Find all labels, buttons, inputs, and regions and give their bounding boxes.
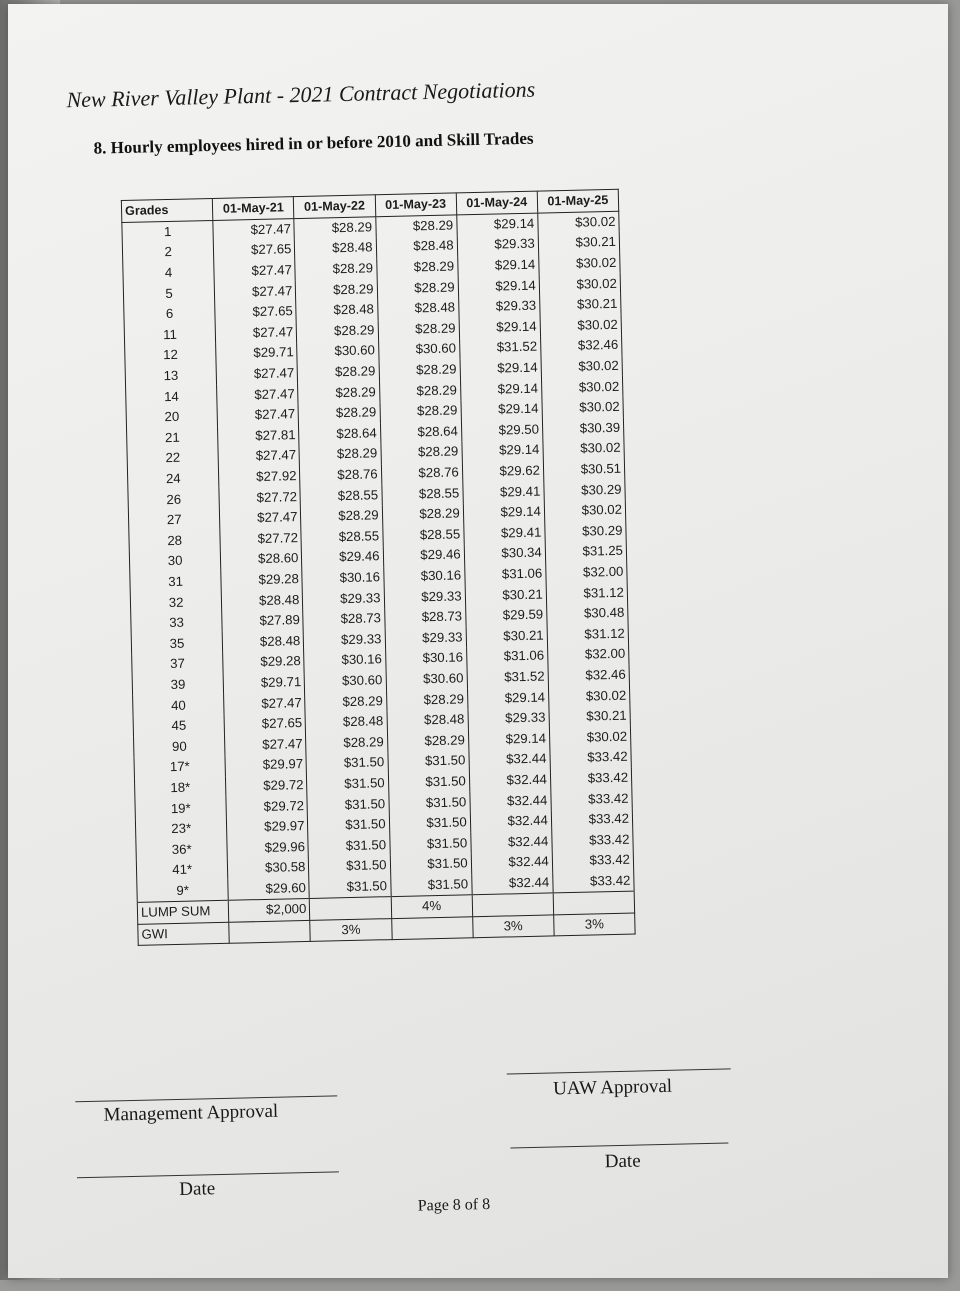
- document-title: New River Valley Plant - 2021 Contract Negotiations: [66, 76, 536, 113]
- wage-cell: $28.29: [305, 690, 387, 712]
- wage-cell: $29.46: [302, 546, 384, 568]
- wage-cell: $32.44: [470, 790, 552, 812]
- grade-cell: 14: [126, 385, 218, 408]
- wage-cell: $30.02: [543, 438, 625, 460]
- wage-cell: $33.42: [553, 870, 635, 893]
- wage-cell: $31.25: [545, 541, 627, 563]
- wage-cell: $29.72: [226, 795, 308, 817]
- wage-cell: $30.16: [304, 649, 386, 671]
- wage-cell: $32.00: [546, 561, 628, 583]
- wage-cell: $29.14: [457, 254, 539, 276]
- wage-cell: $31.50: [308, 835, 390, 857]
- wage-cell: $30.02: [538, 211, 620, 234]
- wage-cell: $31.50: [308, 814, 390, 836]
- grade-cell: 4: [123, 262, 215, 285]
- wage-cell: $27.47: [216, 363, 298, 385]
- wage-cell: $29.33: [458, 296, 540, 318]
- wage-cell: $29.28: [221, 569, 303, 591]
- value-cell: [310, 897, 392, 920]
- wage-cell: $29.33: [303, 587, 385, 609]
- wage-cell: $28.48: [377, 297, 459, 319]
- wage-cell: $30.16: [385, 647, 467, 669]
- grade-cell: 1: [122, 220, 214, 243]
- wage-cell: $30.21: [465, 584, 547, 606]
- wage-cell: $28.55: [382, 524, 464, 546]
- wage-cell: $28.76: [300, 464, 382, 486]
- wage-cell: $28.29: [306, 732, 388, 754]
- wage-cell: $30.60: [297, 340, 379, 362]
- grade-cell: 17*: [134, 756, 226, 779]
- wage-cell: $30.60: [378, 339, 460, 361]
- wage-cell: $29.33: [384, 586, 466, 608]
- wage-cell: $32.44: [471, 851, 553, 873]
- wage-cell: $31.50: [389, 812, 471, 834]
- page-number: Page 8 of 8: [417, 1195, 491, 1215]
- wage-cell: $29.41: [463, 481, 545, 503]
- wage-cell: $30.02: [544, 500, 626, 522]
- management-date-line: [77, 1171, 339, 1178]
- column-header: 01-May-22: [294, 195, 376, 218]
- wage-cell: $30.02: [539, 253, 621, 275]
- wage-cell: $29.28: [223, 651, 305, 673]
- grade-cell: 45: [133, 715, 225, 738]
- wage-cell: $29.96: [227, 836, 309, 858]
- wage-cell: $31.50: [390, 853, 472, 875]
- wage-cell: $29.14: [456, 213, 538, 236]
- wage-cell: $32.44: [469, 769, 551, 791]
- wage-cell: $29.33: [385, 627, 467, 649]
- wage-cell: $28.48: [222, 630, 304, 652]
- row-label-cell: GWI: [138, 922, 230, 946]
- wage-cell: $29.14: [467, 687, 549, 709]
- wage-cell: $28.73: [303, 608, 385, 630]
- wage-cell: $28.29: [297, 361, 379, 383]
- wage-cell: $29.97: [225, 754, 307, 776]
- wage-cell: $28.29: [387, 730, 469, 752]
- wage-cell: $27.89: [222, 610, 304, 632]
- wage-cell: $28.55: [300, 485, 382, 507]
- wage-cell: $28.29: [297, 320, 379, 342]
- wage-cell: $30.39: [542, 417, 624, 439]
- wage-cell: $29.14: [461, 398, 543, 420]
- wage-cell: $30.02: [542, 397, 624, 419]
- wage-cell: $31.50: [387, 750, 469, 772]
- wage-cell: $29.33: [468, 707, 550, 729]
- wage-cell: $31.50: [388, 792, 470, 814]
- wage-cell: $31.52: [467, 666, 549, 688]
- wage-cell: $31.06: [466, 646, 548, 668]
- wage-cell: $29.71: [223, 672, 305, 694]
- wage-cell: $28.48: [296, 299, 378, 321]
- wage-cell: $32.44: [470, 831, 552, 853]
- wage-cell: $27.81: [218, 425, 300, 447]
- wage-cell: $28.29: [375, 215, 457, 238]
- wage-cell: $27.72: [220, 528, 302, 550]
- grade-cell: 33: [131, 612, 223, 635]
- grade-cell: 9*: [137, 879, 229, 902]
- grade-cell: 27: [128, 509, 220, 532]
- grade-cell: 26: [128, 488, 220, 511]
- column-header: 01-May-21: [213, 197, 295, 220]
- wage-cell: $28.29: [379, 359, 461, 381]
- wage-cell: $29.59: [465, 604, 547, 626]
- wage-cell: $29.14: [459, 316, 541, 338]
- management-signature-line: [75, 1095, 337, 1102]
- wage-cell: $28.29: [301, 505, 383, 527]
- wage-cell: $32.44: [470, 810, 552, 832]
- column-header: 01-May-24: [456, 191, 538, 214]
- wage-cell: $30.21: [539, 294, 621, 316]
- wage-cell: $29.71: [216, 342, 298, 364]
- wage-cell: $33.42: [550, 767, 632, 789]
- wage-cell: $30.02: [540, 314, 622, 336]
- wage-cell: $27.47: [214, 260, 296, 282]
- value-cell: 3%: [553, 913, 635, 936]
- wage-cell: $30.58: [228, 857, 310, 879]
- wage-cell: $28.55: [381, 483, 463, 505]
- wage-cell: $33.42: [551, 808, 633, 830]
- wage-cell: $29.46: [383, 544, 465, 566]
- wage-cell: $27.47: [217, 404, 299, 426]
- wage-cell: $29.14: [458, 275, 540, 297]
- grade-cell: 19*: [135, 797, 227, 820]
- wage-cell: $30.02: [541, 355, 623, 377]
- wage-cell: $31.50: [306, 752, 388, 774]
- management-date-label: Date: [179, 1178, 216, 1200]
- grade-cell: 6: [124, 303, 216, 326]
- section-heading: 8. Hourly employees hired in or before 2010 and Skill Trades: [93, 128, 534, 158]
- wage-cell: $27.92: [219, 466, 301, 488]
- wage-cell: $31.50: [309, 876, 391, 899]
- wage-cell: $27.47: [224, 692, 306, 714]
- column-header: 01-May-25: [537, 189, 619, 212]
- wage-cell: $27.47: [213, 218, 295, 241]
- wage-cell: $28.29: [298, 402, 380, 424]
- wage-cell: $32.44: [471, 872, 553, 895]
- wage-cell: $32.46: [540, 335, 622, 357]
- grade-cell: 18*: [134, 776, 226, 799]
- grade-cell: 31: [130, 571, 222, 594]
- wage-cell: $31.50: [389, 833, 471, 855]
- uaw-approval-label: UAW Approval: [552, 1075, 673, 1100]
- wage-cell: $28.29: [294, 216, 376, 239]
- wage-cell: $30.02: [541, 376, 623, 398]
- wage-cell: $29.33: [304, 629, 386, 651]
- wage-cell: $28.29: [382, 503, 464, 525]
- wage-cell: $28.76: [381, 462, 463, 484]
- wage-cell: $29.14: [460, 357, 542, 379]
- grade-cell: 24: [127, 468, 219, 491]
- wage-cell: $29.62: [462, 460, 544, 482]
- wage-cell: $27.47: [215, 322, 297, 344]
- wage-cell: $30.51: [543, 458, 625, 480]
- wage-cell: $31.50: [309, 855, 391, 877]
- wage-cell: $29.41: [463, 522, 545, 544]
- row-label-cell: LUMP SUM: [137, 900, 229, 924]
- wage-cell: $30.21: [538, 232, 620, 254]
- wage-cell: $32.44: [469, 748, 551, 770]
- wage-cell: $30.48: [546, 603, 628, 625]
- wage-cell: $29.97: [227, 816, 309, 838]
- wage-cell: $31.52: [459, 337, 541, 359]
- wage-cell: $33.42: [550, 747, 632, 769]
- value-cell: $2,000: [229, 899, 311, 922]
- wage-cell: $30.60: [386, 668, 468, 690]
- wage-cell: $28.48: [221, 589, 303, 611]
- value-cell: [472, 893, 554, 916]
- grade-cell: 32: [130, 591, 222, 614]
- column-header: 01-May-23: [375, 193, 457, 216]
- grade-cell: 37: [132, 653, 224, 676]
- grade-cell: 90: [134, 735, 226, 758]
- wage-cell: $27.65: [224, 713, 306, 735]
- wage-cell: $27.65: [214, 239, 296, 261]
- grade-cell: 2: [122, 241, 214, 264]
- wage-cell: $32.46: [548, 664, 630, 686]
- grade-cell: 40: [133, 694, 225, 717]
- wage-cell: $33.42: [551, 788, 633, 810]
- wage-cell: $28.29: [380, 400, 462, 422]
- management-approval-label: Management Approval: [103, 1100, 279, 1126]
- wage-cell: $30.02: [549, 726, 631, 748]
- wage-cell: $29.33: [457, 234, 539, 256]
- wage-cell: $29.14: [460, 378, 542, 400]
- grade-cell: 13: [125, 365, 217, 388]
- wage-cell: $31.50: [390, 874, 472, 897]
- grade-cell: 11: [124, 323, 216, 346]
- wage-cell: $31.50: [307, 793, 389, 815]
- value-cell: [553, 891, 635, 914]
- column-header: Grades: [121, 198, 213, 222]
- wage-cell: $30.16: [383, 565, 465, 587]
- wage-cell: $33.42: [552, 850, 634, 872]
- wage-cell: $28.55: [301, 526, 383, 548]
- grade-cell: 22: [127, 447, 219, 470]
- grade-cell: 23*: [135, 818, 227, 841]
- uaw-signature-line: [507, 1068, 731, 1074]
- wage-cell: $28.29: [377, 277, 459, 299]
- wage-cell: $33.42: [552, 829, 634, 851]
- grade-cell: 5: [123, 282, 215, 305]
- wage-cell: $30.21: [466, 625, 548, 647]
- wage-cell: $28.64: [380, 421, 462, 443]
- wage-cell: $29.72: [226, 775, 308, 797]
- wage-cell: $31.12: [546, 582, 628, 604]
- wage-cell: $28.29: [299, 443, 381, 465]
- wage-cell: $29.14: [462, 440, 544, 462]
- wage-cell: $30.29: [545, 520, 627, 542]
- wage-cell: $27.47: [220, 507, 302, 529]
- wage-cell: $32.00: [547, 644, 629, 666]
- wage-cell: $30.21: [549, 705, 631, 727]
- wage-cell: $27.47: [218, 445, 300, 467]
- wage-cell: $27.72: [219, 486, 301, 508]
- grade-cell: 20: [126, 406, 218, 429]
- wage-cell: $28.48: [305, 711, 387, 733]
- wage-cell: $28.64: [299, 423, 381, 445]
- wage-cell: $27.65: [215, 301, 297, 323]
- grade-cell: 12: [125, 344, 217, 367]
- value-cell: 3%: [310, 918, 392, 941]
- wage-cell: $28.60: [221, 548, 303, 570]
- wage-cell: $29.60: [228, 878, 310, 901]
- grade-cell: 41*: [136, 859, 228, 882]
- uaw-date-line: [510, 1143, 728, 1149]
- wage-cell: $28.29: [295, 258, 377, 280]
- wage-cell: $28.29: [386, 689, 468, 711]
- wage-cell: $31.50: [388, 771, 470, 793]
- wage-cell: $28.29: [376, 256, 458, 278]
- table-body: [122, 211, 635, 946]
- wage-cell: $29.50: [461, 419, 543, 441]
- value-cell: [391, 917, 473, 940]
- wage-cell: $28.73: [384, 606, 466, 628]
- wage-cell: $30.60: [304, 670, 386, 692]
- wage-cell: $28.29: [378, 318, 460, 340]
- wage-cell: $28.48: [376, 236, 458, 258]
- value-cell: 4%: [391, 895, 473, 918]
- wage-cell: $31.50: [307, 773, 389, 795]
- uaw-date-label: Date: [604, 1150, 641, 1173]
- wage-cell: $29.14: [463, 501, 545, 523]
- wage-cell: $28.29: [298, 382, 380, 404]
- wage-cell: $31.12: [547, 623, 629, 645]
- grade-cell: 30: [129, 550, 221, 573]
- wage-cell: $29.14: [468, 728, 550, 750]
- grade-cell: 39: [132, 673, 224, 696]
- grade-cell: 35: [131, 632, 223, 655]
- value-cell: [229, 920, 311, 943]
- grade-cell: 21: [127, 426, 219, 449]
- wage-cell: $31.06: [464, 563, 546, 585]
- wage-cell: $30.29: [544, 479, 626, 501]
- value-cell: 3%: [472, 915, 554, 938]
- wage-cell: $28.48: [387, 709, 469, 731]
- wage-cell: $30.02: [539, 273, 621, 295]
- wage-cell: $30.34: [464, 543, 546, 565]
- wage-cell: $28.29: [296, 279, 378, 301]
- wage-cell: $27.47: [217, 383, 299, 405]
- wage-cell: $28.29: [379, 380, 461, 402]
- grade-cell: 36*: [136, 838, 228, 861]
- wage-cell: $30.02: [548, 685, 630, 707]
- wage-cell: $28.29: [380, 442, 462, 464]
- wage-cell: $28.48: [295, 237, 377, 259]
- wage-table: [121, 189, 636, 946]
- wage-cell: $30.16: [302, 567, 384, 589]
- grade-cell: 28: [129, 529, 221, 552]
- wage-cell: $27.47: [225, 733, 307, 755]
- wage-cell: $27.47: [214, 280, 296, 302]
